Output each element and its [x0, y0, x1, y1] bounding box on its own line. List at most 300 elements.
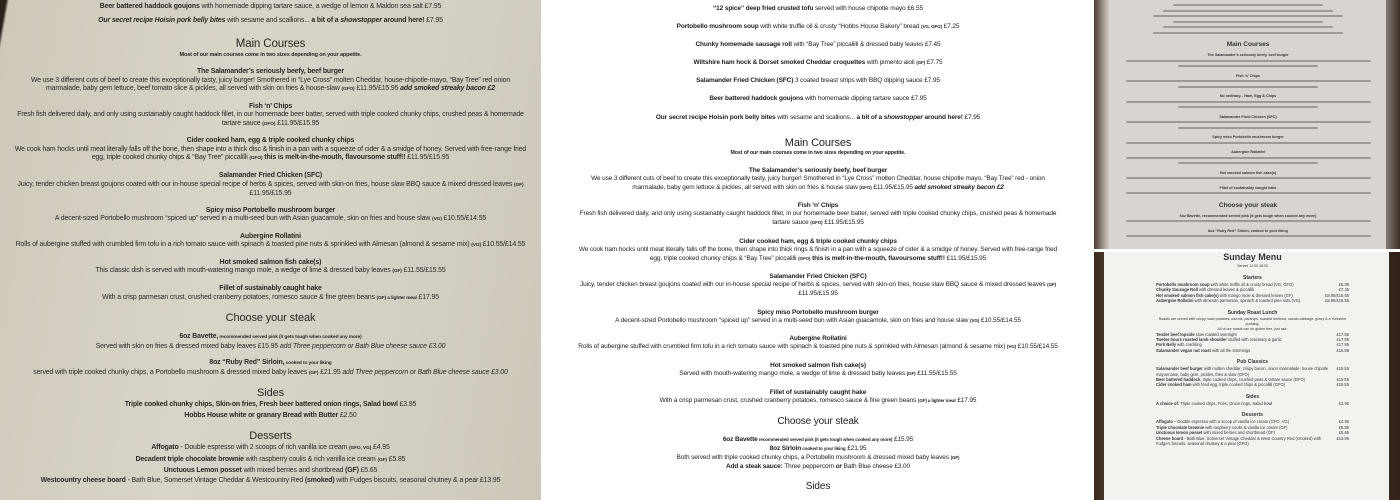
menu-dish-line [14, 258, 527, 268]
menu-text-segment: 3 coated breast strips with BBQ dipping sauce £7.95 [793, 77, 940, 85]
menu-text-segment: a bit of a [311, 17, 341, 24]
blurred-text [1178, 106, 1318, 108]
blurred-text-line [1110, 64, 1386, 70]
menu-starter-line [577, 77, 1059, 86]
menu-dish-line [14, 284, 527, 294]
menu-text-segment: with sesame and scallions... [775, 113, 857, 121]
menu-text-segment: £11.95/£15.95 [405, 154, 450, 162]
menu-text-segment: Aubergine Rollatini [789, 335, 847, 343]
menu-item-name: Salamander beef burger [1156, 366, 1203, 372]
menu-text-segment: £11.95/£15.95 [944, 254, 987, 262]
menu-item-price: £5.65 [1338, 430, 1349, 436]
menu-dish-title: Hot smoked salmon fish cake(s) [1219, 170, 1277, 175]
menu-text-segment: - Bath Blue, Somerset Vintage Cheddar & Westcountry Red [125, 477, 305, 485]
menu-text-segment: This classic dish is served with mouth-watering mango mole, a wedge of lime & dressed baby leaves [95, 267, 393, 275]
menu-text-segment: Salamander Fried Chicken (SFC) [218, 172, 323, 180]
menu-item-description [1156, 366, 1328, 377]
menu-text-segment: cooked to your liking [284, 361, 332, 367]
blurred-text-line [1110, 161, 1386, 167]
menu-heading2-line [14, 312, 527, 325]
menu-text-segment: The Salamander’s seriously beefy, beef burger [197, 68, 344, 75]
blurred-text [1178, 86, 1318, 88]
menu-text-segment: £15.95 [892, 435, 914, 443]
menu-text-segment: Fillet of sustainably caught hake [769, 388, 867, 396]
menu-item-name: Affogato [1156, 419, 1173, 425]
menu-dish-title: 6oz Bavette, recommended served pink (it gets tough when cooked any more) [1179, 213, 1317, 218]
menu-text-segment: Hobbs House white or granary Bread with Butter [184, 411, 339, 419]
menu-dish-line [14, 232, 527, 242]
menu-text-segment: add smoked streaky bacon £2 [400, 85, 495, 93]
menu-text-segment: Sides [805, 480, 831, 492]
menu-note-line [577, 149, 1059, 157]
menu-text-segment: Chunky homemade sausage roll [695, 41, 792, 49]
menu-text-segment: With a crisp parmesan crust, crushed cranberry potatoes, romesco sauce & fine green beans [102, 293, 377, 301]
menu-text-segment: Most of our main courses come in two sizes depending on your appetite. [179, 52, 362, 58]
menu-text-segment: this is melt-in-the-mouth, flavoursome stuff!! [262, 154, 406, 162]
blurred-text [1178, 162, 1318, 164]
menu-dish-line [577, 166, 1059, 175]
menu-dline-line [577, 444, 1059, 453]
menu-text-segment: (GF) [345, 466, 359, 474]
menu-dish-line [577, 334, 1059, 343]
menu-text-segment: Portobello mushroom soup [676, 23, 759, 31]
menu-dish-title: Salamander Fried Chicken (SFC) [1219, 114, 1277, 119]
blurred-text [1126, 142, 1371, 144]
menu-desc-line [577, 210, 1059, 227]
menu-starter-line [14, 3, 527, 11]
menu-text-segment: (smoked) [304, 477, 335, 485]
menu-dish-title: Aubergine Rollatini [1231, 150, 1265, 154]
menu-item-row [1156, 382, 1349, 387]
menu-text-segment: or [835, 462, 842, 470]
menu-desc-line [577, 317, 1059, 326]
menu-text-segment: recommended served pink (it gets tough when cooked any more) [218, 335, 362, 341]
menu-text-segment: A decent-sized Portobello mushroom “spiced up” served in a multi-seed bun with Asian guacamole, skin on fries and house slaw [54, 215, 433, 223]
sunday-menu-sheet [1104, 252, 1389, 500]
blurred-text [1163, 26, 1333, 28]
menu-desc-line [577, 343, 1059, 352]
menu-text-segment: - Double espresso with 2 scoops of rich vanilla ice cream [178, 444, 349, 452]
menu-dish-line [577, 361, 1059, 370]
menu-text-segment: £7.95 [424, 17, 443, 24]
menu-dish-line [14, 358, 527, 369]
menu-text-segment: with pimento aioli [865, 59, 917, 67]
menu-dish-line [14, 67, 527, 77]
menu-dline-line [577, 462, 1059, 471]
blurred-text [1126, 157, 1371, 159]
menu-text-segment: add Three peppercorn or Bath Blue cheese sauce £3.00 [342, 368, 508, 376]
blurred-text [1173, 21, 1323, 23]
menu-text-segment: Affogato [151, 444, 179, 452]
menu-text-segment: Choose your steak [225, 312, 316, 325]
menu-text-segment: (GF) a lighter meal [376, 295, 417, 301]
menu-desc-line [577, 370, 1059, 379]
menu-text-segment: cooked to your liking [801, 445, 846, 451]
menu-item-price: £3.90 [1338, 400, 1349, 406]
menu-text-segment: £11.95/£15.95 [249, 190, 292, 198]
menu-text-segment: (GF) [916, 60, 926, 66]
menu-heading2-line [14, 387, 527, 400]
menu-text-segment: add smoked streaky bacon £2 [914, 183, 1004, 191]
menu-text-segment: Rolls of aubergine stuffed with crumbled firm tofu in a rich tomato sauce with spinach & toasted pine nuts & sprinkled with Almesan (almond & sesame mix) [578, 343, 1007, 351]
menu-text-segment: with homemade dipping tartare sauce, a wedge of lemon & Maldon sea salt £7.95 [199, 3, 442, 10]
menu-dish-title: 8oz “Ruby Red” Sirloin, cooked to your liking [1208, 228, 1288, 233]
menu-text-segment: a bit of a [856, 113, 884, 121]
menu-text-segment: with sesame and scallions... [225, 17, 312, 24]
menu-item-detail: with fried egg, triple cooked chips & piccalilli (GFO) [1191, 382, 1286, 388]
menu-text-segment: £21.95 [845, 444, 867, 452]
menu-item-row [1156, 436, 1349, 447]
menu-text-segment: 6oz Bavette, [179, 333, 219, 341]
menu-dish-line [14, 136, 527, 146]
menu-text-segment: £7.25 [942, 23, 960, 31]
menu-item-name: Aubergine Rollatini [1156, 298, 1194, 304]
menu-dish-title: No ordinary... Ham, Egg & Chips [1219, 94, 1277, 98]
menu-item-name: A choice of: [1156, 400, 1180, 406]
menu-section-heading: Desserts [1241, 412, 1264, 419]
menu-starter-line [577, 41, 1059, 50]
menu-text-segment: Decadent triple chocolate brownie [135, 455, 244, 463]
menu-dline-line [14, 411, 527, 421]
menu-text-segment: Most of our main courses come in two sizes depending on your appetite. [730, 150, 906, 157]
blurred-text-line [1110, 219, 1386, 225]
menu-dline-line [577, 435, 1059, 444]
menu-text-segment: (GF) [392, 269, 402, 275]
menu-item-row [1156, 366, 1349, 377]
menu-text-segment: Westcountry cheese board [40, 477, 126, 485]
menu-dish-line [14, 171, 527, 181]
blurred-text-line [1110, 141, 1386, 147]
blurred-text-line [1110, 120, 1386, 126]
menu-dline-line [14, 400, 527, 410]
menu-text-segment: Add a steak sauce: [725, 462, 783, 470]
menu-item-detail: with molten cheddar, crispy bacon, onion marmalade, house chipotle mayonnaise, baby gem, pickles, fries & slaw (GFO) [1156, 366, 1329, 377]
menu-heading: Choose your steak [1218, 201, 1278, 209]
section-note: All of our roasts can be gluten free, just ask. [1217, 326, 1288, 331]
menu-item-detail: with white truffle oil & crusty bread (VG, GFO) [1209, 282, 1294, 287]
menu-section-heading: Pub Classics [1236, 359, 1269, 366]
menu-item-description [1156, 401, 1272, 406]
menu-item-detail: with mango mole & dressed leaves (GF) [1218, 292, 1293, 298]
menu-text-segment: We use 3 different cuts of beef to create this exceptionally tasty, juicy burger! Smothered in “Lye Cross” molten Cheddar, house-chipotle-mayo, “Bay Tree” red onion marmalade, baby gem lettuce, beef tomato slice & pickles, all served with skin on fries & house-slaw [30, 76, 511, 93]
menu-text-segment: We cook ham hocks until meat literally falls off the bone, then shape into a thick disc & finish in a pan with a squeeze of cider & a smidge of honey. Served with free-range fried egg, triple cooked chunky chips & “Bay Tree” piccalilli [14, 145, 527, 162]
menu-dish-line [577, 308, 1059, 317]
menu-item-name: Tender beef topside [1156, 331, 1195, 337]
menu-starter-line [577, 5, 1059, 14]
menu-desc-line [577, 175, 1059, 192]
blurred-text-line [1110, 191, 1386, 197]
menu-text-segment: Spicy miso Portobello mushroom burger [205, 206, 336, 214]
menu-desc-line [577, 246, 1059, 263]
menu-dline-line [14, 466, 527, 476]
menu-item-price: £15.55 [1336, 377, 1349, 383]
menu-text-segment: A decent-sized Portobello mushroom “spiced up” served in a multi-seed bun with Asian guacamole, skin on fries and house slaw [615, 316, 971, 324]
menu-dish-line [14, 206, 527, 216]
menu-section-heading: Sides [1245, 393, 1260, 400]
menu-text-segment: (GF) [377, 457, 387, 463]
menu-text-segment: 8oz “Ruby Red” Sirloin, [209, 359, 285, 367]
menu-item-price: £4.95 [1338, 419, 1349, 425]
menu-text-segment: (GF) [308, 370, 319, 376]
menu-text-segment: (VG) [432, 217, 442, 223]
menu-item-price: £17.95 [1336, 331, 1349, 337]
menu-item-price: £8.95/£15.55 [1325, 298, 1349, 304]
menu-text-segment: £4.95 [371, 444, 390, 452]
section-note: Roasts are served with crispy roast potatoes, carrots, parsnips, roasted beetroot, cavalo cabbage, gravy & a Yorkshire pudding. [1158, 316, 1347, 326]
menu-item-detail: Triple cooked chips, Fries, Onion rings, Salad bowl [1179, 400, 1273, 406]
menu-text-segment: (GFO) [810, 220, 823, 226]
menu-dish-line [577, 201, 1059, 210]
menu-heading-line [577, 137, 1059, 149]
blurred-text-line [1110, 85, 1386, 91]
menu-sheet [545, 0, 1091, 493]
menu-item-description [1156, 298, 1300, 303]
menu-text-segment: (GFO) [859, 184, 872, 190]
menu-sheet [1110, 0, 1386, 249]
menu-dline-line [577, 453, 1059, 462]
blurred-text [1178, 65, 1318, 67]
blurred-text [1126, 235, 1371, 237]
menu-item-row [1156, 348, 1349, 353]
menu-text-segment: (GF) a lighter meal [917, 397, 956, 403]
menu-item-price: £15.55 [1336, 366, 1349, 372]
blurred-text-line [1110, 176, 1386, 182]
menu-item-name: Unctuous lemon posset [1156, 430, 1203, 436]
menu-heading: Main Courses [1226, 41, 1270, 48]
blurred-text [1126, 192, 1371, 194]
blurred-text [1126, 101, 1371, 103]
menu-text-segment: (GFO) [341, 87, 355, 93]
menu-text-segment: Beer battered haddock goujons [99, 3, 200, 10]
sunday-menu-photo [1094, 252, 1400, 500]
menu-text-segment: (GFO) [798, 255, 811, 261]
menu-desc-line [14, 215, 527, 225]
menu-starter-line [14, 17, 527, 25]
menu-text-segment: Main Courses [784, 137, 852, 150]
menu-text-segment: Three peppercorn [782, 462, 836, 470]
menu-text-segment: £3.95 [397, 401, 417, 409]
menu-text-segment: Salamander Fried Chicken (SFC) [696, 77, 794, 85]
menu-item-price: £8.95/£15.55 [1325, 292, 1349, 298]
menu-text-segment: Juicy, tender chicken breast goujons coated with our in-house special recipe of herbs & spices, served with skin-on fries, house slaw BBQ sauce & mixed dressed leaves [579, 281, 1048, 289]
menu-heading2-line [577, 416, 1059, 428]
menu-text-segment: £21.95 [318, 368, 343, 376]
menu-section-heading: Starters [1243, 275, 1262, 281]
menu-text-segment: £11.55/£15.55 [915, 370, 957, 378]
menu-text-segment: £10.55/£14.55 [480, 241, 526, 249]
menu-text-segment: with homemade dipping tartare sauce £7.95 [803, 95, 927, 103]
blurred-text-line [1110, 79, 1386, 85]
menu-item-name: Twelve hours roasted lamb shoulder [1156, 337, 1227, 343]
menu-text-segment: (GFO, VG) [348, 446, 372, 452]
menu-text-segment: Sides [257, 387, 284, 400]
menu-item-description [1156, 436, 1328, 447]
menu-dish-line [577, 237, 1059, 246]
blurred-text [1153, 15, 1343, 17]
menu-text-segment: around here! [381, 17, 425, 24]
menu-desc-line [577, 397, 1059, 406]
blurred-text [1126, 121, 1371, 123]
menu-text-segment: £10.55/£14.55 [1016, 343, 1058, 351]
menu-starter-line [577, 114, 1059, 123]
menu-sheet [0, 0, 541, 487]
blurred-text [1126, 220, 1371, 222]
menu-text-segment: Choose your steak [777, 415, 859, 427]
menu-dish-line [14, 332, 527, 343]
blurred-text [1173, 4, 1323, 6]
menu-item-price: £15.55 [1336, 382, 1349, 388]
menu-text-segment: Desserts [249, 430, 292, 443]
menu-dish-title: The Salamander’s seriously beefy, beef burger [1207, 53, 1289, 57]
menu-text-segment: Fish ‘n’ Chips [797, 202, 839, 210]
menu-text-segment: (VG) [471, 243, 481, 249]
menu-text-segment: (GF) [906, 371, 916, 377]
menu-desc-line [14, 294, 527, 304]
menu-text-segment: (GFO) [262, 121, 276, 127]
menu-text-segment: £7.75 [925, 59, 943, 67]
sunday-menu-title: Sunday Menu [1223, 252, 1282, 262]
menu-note-line [14, 51, 527, 60]
menu-text-segment: Salamander Fried Chicken (SFC) [769, 273, 867, 281]
menu-text-segment: around here! [922, 113, 963, 121]
menu-item-price: £15.95 [1336, 347, 1349, 353]
menu-item-price: £7.45 [1338, 287, 1349, 293]
menu-desc-line [14, 181, 527, 199]
menu-text-segment: £10.55/£14.55 [441, 215, 487, 223]
menu-desc-line [14, 77, 527, 95]
blurred-text [1126, 60, 1371, 62]
blurred-text-line [1110, 126, 1386, 132]
menu-desc-line [14, 267, 527, 277]
menu-text-segment: Juicy, tender chicken breast goujons coated with our in-house special recipe of herbs & spices, served with skin-on fries, house slaw BBQ sauce & mixed dressed leaves [17, 180, 515, 188]
menu-text-segment: £11.95/£15.95 [871, 183, 915, 191]
menu-text-segment: showstopper [883, 113, 923, 121]
menu-text-segment: with mixed berries and shortbread [241, 466, 346, 474]
menu-text-segment: with raspberry coulis & rich vanilla ice cream [243, 455, 378, 463]
menu-text-segment: Both served with triple cooked chunky chips, a Portobello mushroom & dressed mixed baby leaves [676, 453, 951, 461]
menu-heading2-line [14, 430, 527, 443]
menu-item-detail: with dressed leaves & piccalilli [1197, 287, 1255, 293]
menu-photo-top-right [1094, 0, 1400, 249]
menu-item-detail: with raspberry coulis & vanilla ice cream (GF) [1204, 424, 1288, 430]
menu-item-detail: - Bath Blue, Somerset Vintage Cheddar & West Country Red (smoked) with Fudge's biscuits, seasonal chutney & a pear (GFO) [1156, 435, 1322, 446]
menu-dish-line [14, 102, 527, 112]
menu-item-description [1156, 348, 1250, 353]
menu-item-description [1156, 382, 1285, 387]
menu-text-segment: £5.85 [386, 455, 406, 463]
menu-scan-middle [545, 0, 1091, 500]
menu-text-segment: (GF) [514, 182, 524, 188]
menu-dish-title: Spicy miso Portobello mushroom burger [1212, 135, 1284, 139]
menu-item-row [1156, 298, 1349, 303]
menu-item-detail: with all the trimmings [1210, 347, 1251, 353]
menu-dish-line [577, 272, 1059, 281]
menu-text-segment: Beer battered haddock goujons [709, 95, 804, 103]
menu-text-segment: (VG) [970, 317, 980, 323]
blurred-text [1178, 127, 1318, 129]
menu-item-price: £17.95 [1336, 342, 1349, 348]
menu-text-segment: Cider cooked ham, egg & triple cooked chunky chips [739, 237, 897, 245]
menu-text-segment: Rolls of aubergine stuffed with crumbled firm tofu in a rich tomato sauce with spinach & toasted pine nuts & sprinkled with Almesan (almond & sesame mix) [15, 241, 472, 249]
menu-desc-line [577, 281, 1059, 298]
menu-dish-line [577, 388, 1059, 397]
menu-text-segment: Unctuous Lemon posset [163, 466, 242, 474]
menu-text-segment: with Fudges biscuits, seasonal chutney & a pear £13.95 [334, 477, 501, 485]
menu-text-segment: Served with skin on fries & dressed mixed baby leaves £15.95 [95, 342, 280, 350]
menu-text-segment: Served with mouth-watering mango mole, a wedge of lime & dressed baby leaves [679, 370, 907, 378]
menu-item-price: £17.95 [1336, 337, 1349, 343]
menu-text-segment: Fish ‘n’ Chips [248, 102, 293, 110]
menu-desc-line [14, 111, 527, 129]
menu-item-detail: slow roasted overnight [1194, 331, 1237, 337]
menu-item-row [1156, 401, 1349, 406]
menu-text-segment: We cook ham hocks until meat literally falls off the bone, then shape into thick rings & finish in a pan with a squeeze of cider & a smidge of honey. Served with free-range fried egg, triple cooked chunky chips & “Bay Tree” piccalilli [578, 245, 1058, 262]
menu-text-segment: served with house chipotle mayo £6.55 [813, 5, 923, 12]
served-times: Served 12:00-18:00 [1237, 264, 1268, 268]
menu-desc-line [14, 241, 527, 251]
menu-text-segment: Hot smoked salmon fish cake(s) [219, 258, 322, 266]
menu-text-segment: 6oz Bavette [722, 435, 758, 443]
menu-text-segment: Fresh fish delivered daily, and only using sustainably caught haddock fillet, in our homemade beer batter, served with triple cooked chunky chips, crushed peas & homemade tartare sauce [579, 210, 1057, 227]
menu-text-segment: (GF) [1047, 282, 1057, 288]
menu-dline-line [14, 443, 527, 454]
menu-text-segment: Bath Blue cheese £3.00 [841, 462, 911, 470]
menu-text-segment: Triple cooked chunky chips, Skin-on fries, Fresh beer battered onion rings, Salad bowl [124, 401, 398, 409]
menu-dish-title: Fish ‘n’ Chips [1236, 73, 1260, 78]
menu-item-detail: with almesan parmesan, spinach & toasted pine nuts (VG) [1193, 298, 1301, 304]
menu-item-detail: , triple cooked chips, crushed peas & tartare sauce (GFO) [1200, 377, 1306, 383]
menu-text-segment: (VG) [1006, 344, 1017, 350]
menu-item-price: £13.95 [1336, 435, 1349, 441]
menu-desc-line [14, 343, 527, 352]
menu-text-segment: £11.55/£15.55 [401, 267, 446, 275]
menu-item-price: £5.85 [1338, 424, 1349, 430]
menu-text-segment: £11.95/£15.95 [354, 85, 401, 93]
menu-text-segment: Fresh fish delivered daily, and only using sustainably caught haddock fillet, in our homemade beer batter, served with triple cooked chunky chips, crushed peas & homemade tartare sauce [17, 111, 524, 127]
menu-text-segment: £10.55/£14.55 [979, 316, 1021, 324]
menu-text-segment: 8oz Sirloin [769, 444, 802, 452]
menu-text-segment: Cider cooked ham, egg & triple cooked chunky chips [186, 137, 355, 145]
menu-text-segment: £7.95 [962, 113, 981, 121]
menu-item-detail: – Double espresso with a scoop of vanilla ice cream (GFO, VG) [1172, 419, 1290, 425]
menu-item-name: Pork Belly [1156, 342, 1177, 348]
menu-item-name: Cider cooked ham [1156, 382, 1192, 388]
menu-text-segment: With a crisp parmesan crust, crushed cranberry potatoes, romesco sauce & fine green beans [659, 396, 918, 404]
menu-text-segment: Hot smoked salmon fish cake(s) [770, 362, 866, 370]
menu-text-segment: £11.95/£15.95 [822, 219, 864, 227]
menu-text-segment: £5.65 [358, 466, 378, 474]
blurred-text [1126, 80, 1371, 82]
menu-item-name: Portobello mushroom soup [1156, 282, 1210, 287]
blurred-text-line [1110, 31, 1386, 37]
menu-text-segment: add Three peppercorn or Bath Blue cheese sauce £3.00 [279, 342, 446, 350]
menu-desc-line [14, 369, 527, 379]
menu-item-name: Salamander vegan nut roast [1156, 347, 1211, 353]
menu-text-segment: (GFO) [249, 156, 263, 162]
menu-item-name: Cheese board [1156, 435, 1184, 441]
blurred-text [1153, 32, 1343, 34]
menu-text-segment: served with triple cooked chunky chips, a Portobello mushroom & dressed mixed baby leaves [33, 368, 309, 376]
menu-text-segment: “12 spice” deep fried crusted tofu [713, 5, 814, 12]
menu-text-segment: Our secret recipe Hoisin pork belly bites [98, 17, 226, 24]
blurred-text [1126, 177, 1371, 179]
menu-section-heading: Sunday Roast Lunch [1227, 309, 1278, 316]
menu-item-name: Triple chocolate brownie [1156, 424, 1204, 430]
menu-text-segment: Spicy miso Portobello mushroom burger [757, 308, 879, 316]
menu-text-segment: £2.50 [338, 411, 357, 419]
menu-text-segment: We use 3 different cuts of beef to create this exceptionally tasty, juicy burger! Smothered in “Lye Cross” molten Cheddar, house chipotle mayo, “Bay Tree” red - onion marmalade, baby gem lettuce & pickles, all served with skin on fries & house slaw [591, 175, 1045, 191]
menu-item-detail: stuffed with rosemary & garlic [1226, 337, 1282, 343]
